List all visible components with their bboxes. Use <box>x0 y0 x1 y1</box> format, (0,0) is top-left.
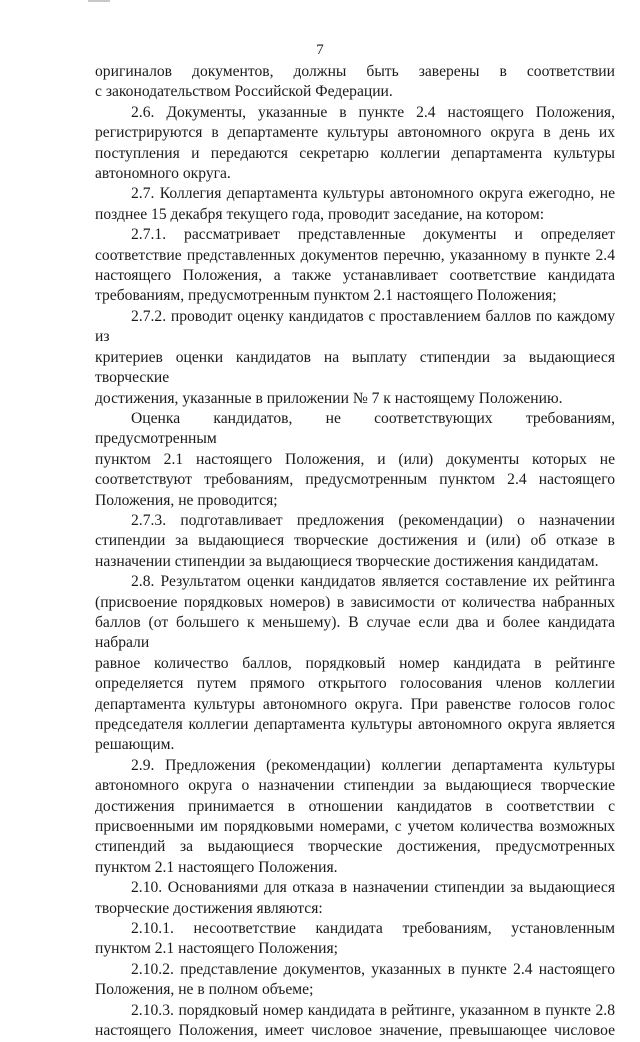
text-line: равное количество баллов, порядковый номер кандидата в рейтинге <box>95 654 615 672</box>
text-line: 2.8. Результатом оценки кандидатов является составление их рейтинга <box>131 573 615 591</box>
text-line: департамента культуры автономного округа. При равенстве голосов голос <box>95 695 615 713</box>
text-line: 2.10.1. несоответствие кандидата требованиям, установленным <box>131 920 615 938</box>
text-line: соответствуют требованиям, предусмотренным пунктом 2.4 настоящего <box>95 471 615 489</box>
text-line: 2.7.3. подготавливает предложения (рекомендации) о назначении <box>131 511 615 529</box>
text-line: оригиналов документов, должны быть заверены в соответствии <box>95 63 615 80</box>
page-number: 7 <box>316 42 324 58</box>
text-line: настоящего Положения, имеет числовое значение, превышающее числовое <box>95 1022 615 1040</box>
text-line: требованиям, предусмотренным пунктом 2.1 настоящего Положения; <box>95 287 557 305</box>
text-line: 2.7.1. рассматривает представленные документы и определяет <box>131 226 615 244</box>
text-line: 2.10.3. порядковый номер кандидата в рейтинге, указанном в пункте 2.8 <box>131 1001 615 1019</box>
text-line: позднее 15 декабря текущего года, проводит заседание, на котором: <box>95 205 545 223</box>
text-line: поступления и передаются секретарю коллегии департамента культуры <box>95 144 615 162</box>
text-line: 2.10.2. представление документов, указанных в пункте 2.4 настоящего <box>131 960 615 978</box>
text-line: 2.7. Коллегия департамента культуры автономного округа ежегодно, не <box>131 185 615 203</box>
text-line: соответствие представленных документов перечню, указанному в пункте 2.4 <box>95 246 615 264</box>
text-line: присвоенными им порядковыми номерами, с учетом количества возможных <box>95 818 615 836</box>
text-line: настоящего Положения, а также устанавливает соответствие кандидата <box>95 267 615 285</box>
text-line: Положения, не проводится; <box>95 491 278 509</box>
text-line: творческие достижения являются: <box>95 899 323 917</box>
text-line: баллов (от большего к меньшему). В случае если два и более кандидата набрали <box>95 613 615 652</box>
text-line: достижения, указанные в приложении № 7 к настоящему Положению. <box>95 389 563 407</box>
text-line: стипендий за выдающиеся творческие достижения, предусмотренных <box>95 838 615 856</box>
text-line: председателя коллегии департамента культуры автономного округа является <box>95 716 615 733</box>
text-line: критериев оценки кандидатов на выплату стипендии за выдающиеся творческие <box>95 348 615 387</box>
text-line: 2.6. Документы, указанные в пункте 2.4 настоящего Положения, <box>131 103 615 121</box>
text-line: определяется путем прямого открытого голосования членов коллегии <box>95 675 615 693</box>
text-line: Оценка кандидатов, не соответствующих требованиям, предусмотренным <box>95 409 615 448</box>
document-body <box>95 62 615 1042</box>
text-line: решающим. <box>95 736 175 754</box>
text-line: автономного округа о назначении стипендии за выдающиеся творческие <box>95 777 615 795</box>
text-line: 2.10. Основаниями для отказа в назначении стипендии за выдающиеся <box>131 879 615 897</box>
scan-artifact <box>88 0 110 2</box>
text-line: пунктом 2.1 настоящего Положения, и (или) документы которых не <box>95 450 615 468</box>
text-line: пунктом 2.1 настоящего Положения. <box>95 858 338 876</box>
text-line: назначении стипендии за выдающиеся творческие достижения кандидатам. <box>95 552 599 570</box>
text-line: Положения, не в полном объеме; <box>95 981 314 999</box>
text-line: (присвоение порядковых номеров) в зависимости от количества набранных <box>95 593 615 611</box>
text-line: пунктом 2.1 настоящего Положения; <box>95 940 338 958</box>
text-line: достижения принимается в отношении кандидатов в соответствии с <box>95 797 615 815</box>
text-line: стипендии за выдающиеся творческие достижения и (или) об отказе в <box>95 532 615 550</box>
text-line: автономного округа. <box>95 165 231 183</box>
text-line: 2.7.2. проводит оценку кандидатов с проставлением баллов по каждому из <box>95 307 615 346</box>
text-line: с законодательством Российской Федерации. <box>95 83 393 101</box>
text-line: 2.9. Предложения (рекомендации) коллегии департамента культуры <box>131 756 615 774</box>
text-line: регистрируются в департаменте культуры автономного округа в день их <box>95 124 615 142</box>
